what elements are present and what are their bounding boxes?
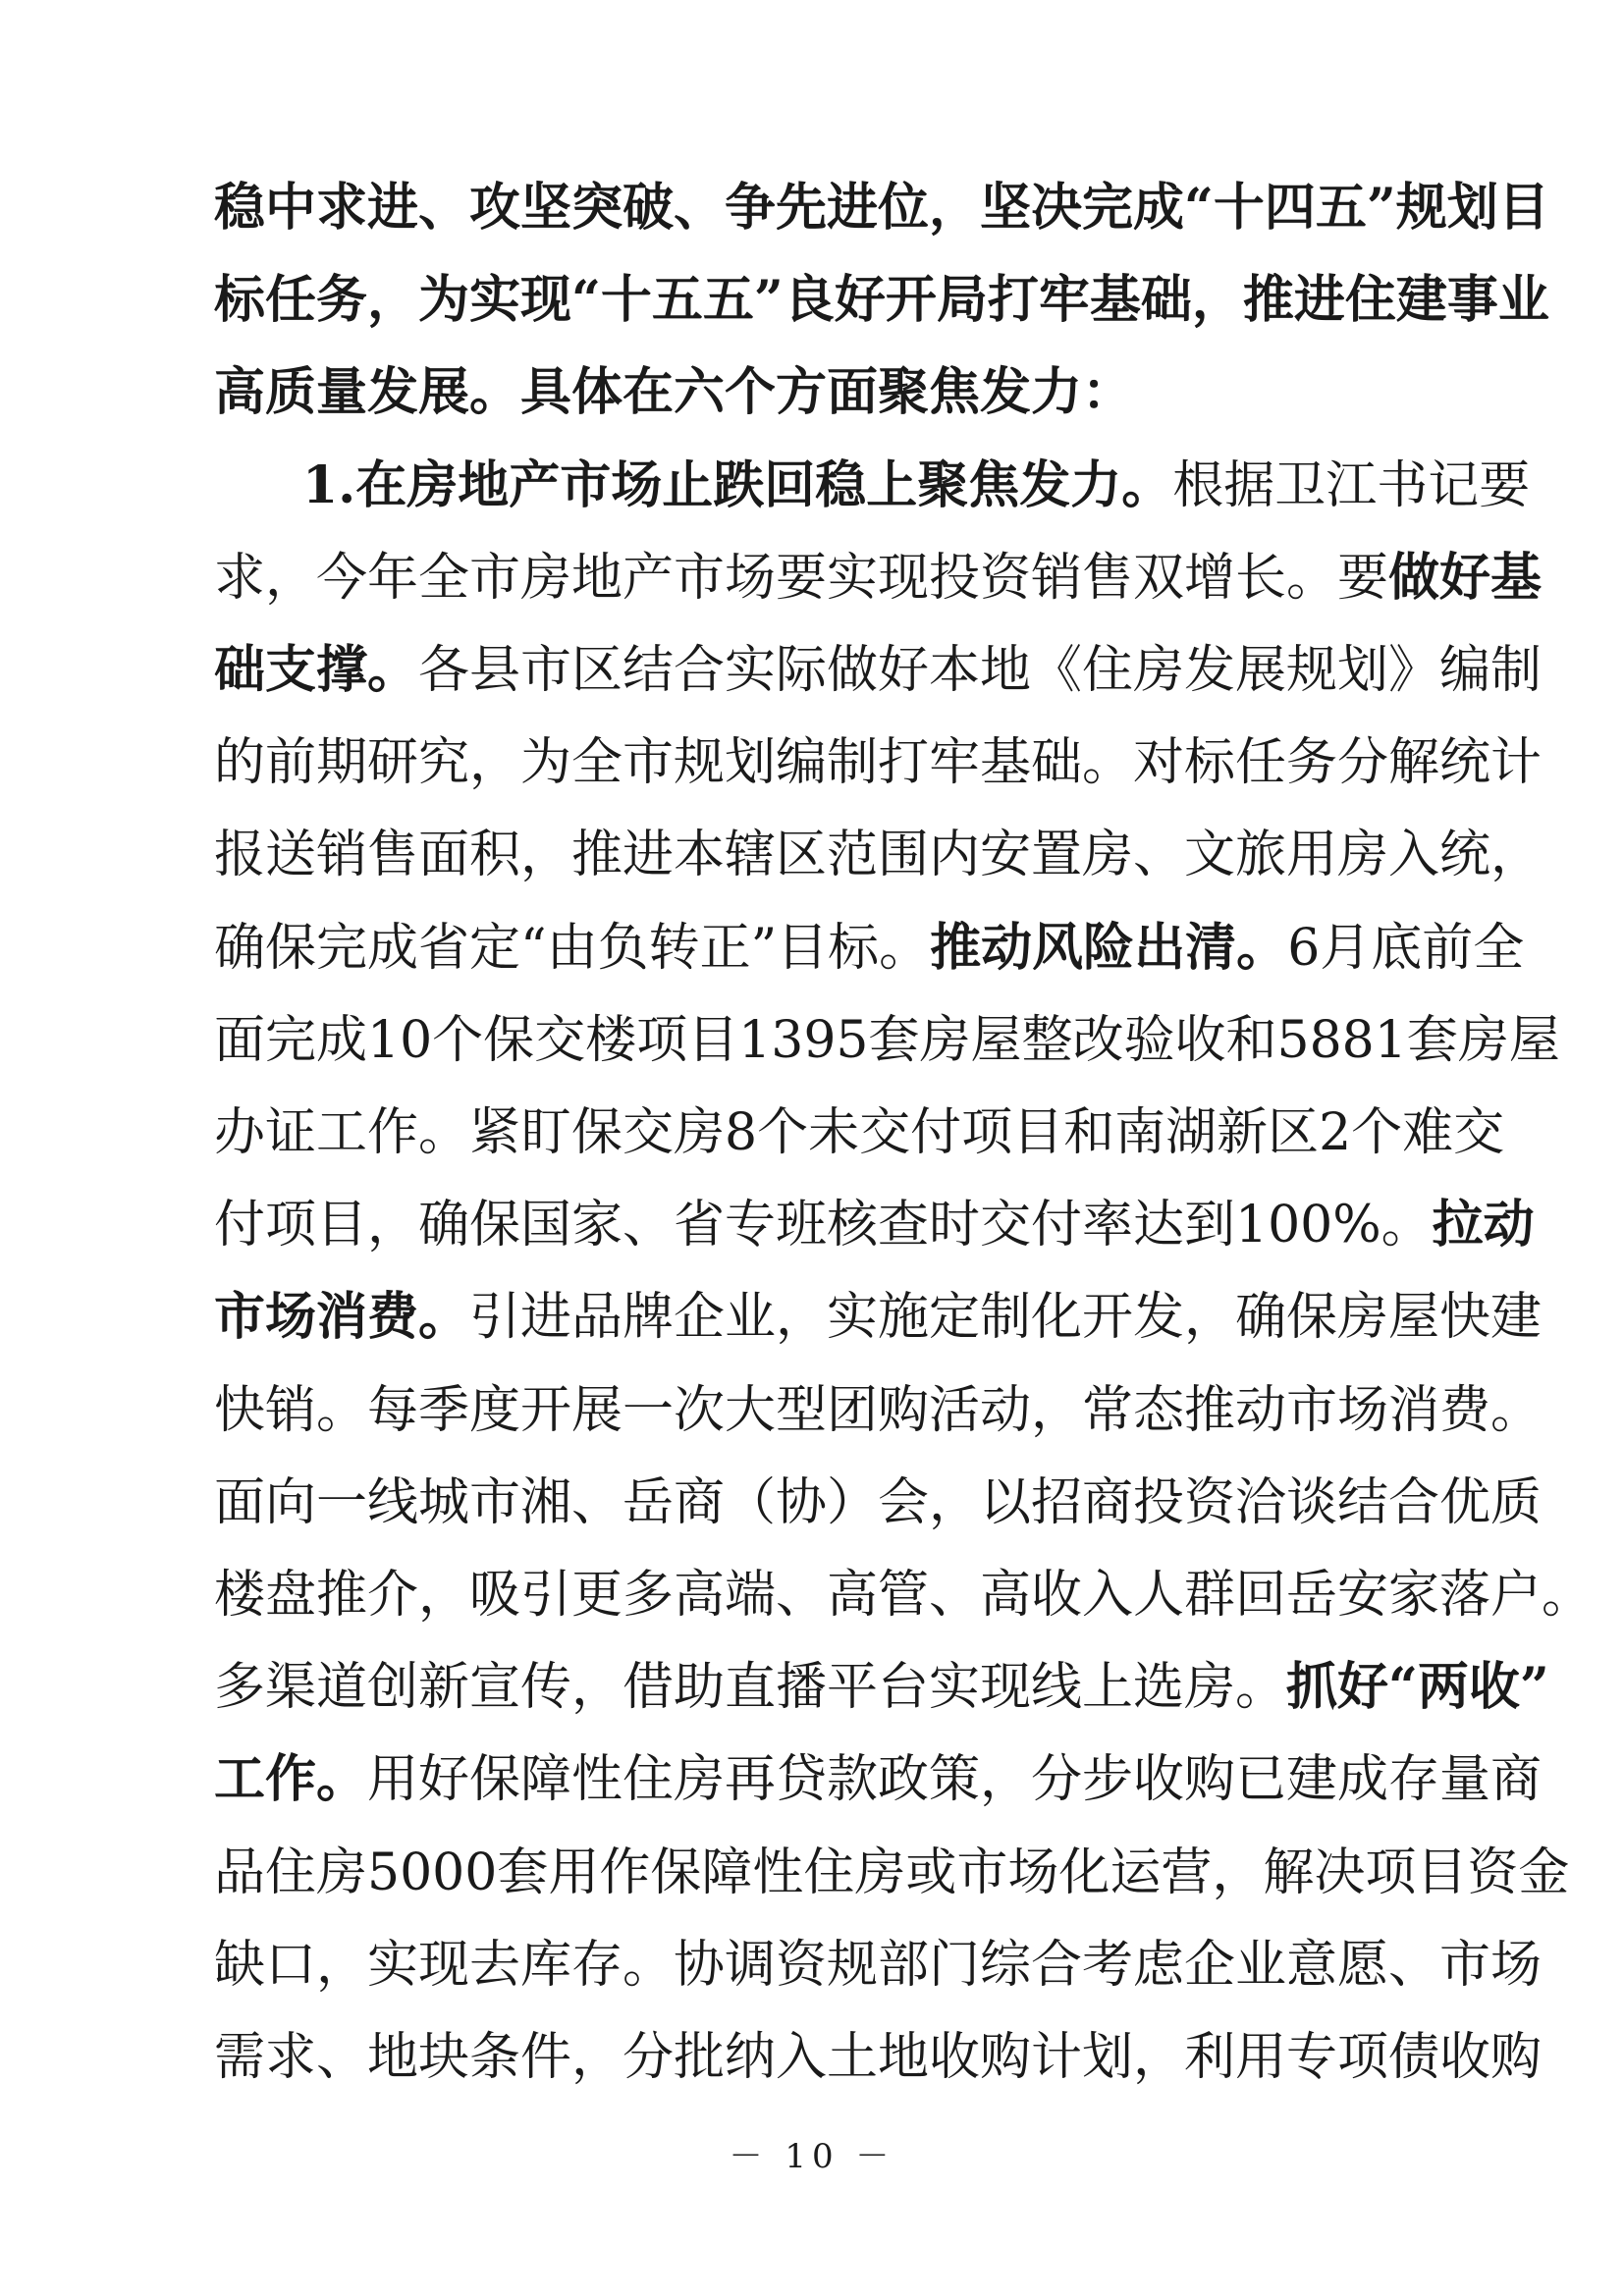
text-line <box>214 169 1549 247</box>
body-text: 6月底前全 <box>1287 918 1525 978</box>
bold-text: 础支撑。 <box>214 640 419 700</box>
body-text: 缺口，实现去库存。协调资规部门综合考虑企业意愿、市场 <box>214 1935 1543 1995</box>
text-line <box>214 261 1549 340</box>
bold-text: 1.在房地产市场止跌回稳上聚焦发力。 <box>302 454 1173 515</box>
text-line <box>302 447 1531 525</box>
text-line <box>214 1001 1560 1080</box>
body-text: 楼盘推介，吸引更多高端、高管、高收入人群回岳安家落户。 <box>214 1566 1594 1625</box>
body-text: 报送销售面积，推进本辖区范围内安置房、文旅用房入统， <box>214 826 1543 885</box>
body-text: 品住房5000套用作保障性住房或市场化运营，解决项目资金 <box>214 1842 1570 1902</box>
text-line <box>214 1278 1543 1357</box>
bold-text: 市场消费。 <box>214 1287 470 1348</box>
body-text: 面完成10个保交楼项目1395套房屋整改验收和5881套房屋 <box>214 1010 1560 1070</box>
body-text: 用好保障性住房再贷款政策，分步收购已建成存量商 <box>367 1750 1543 1810</box>
body-text: 各县市区结合实际做好本地《住房发展规划》编制 <box>418 641 1543 700</box>
body-text: 快销。每季度开展一次大型团购活动，常态推动市场消费。 <box>214 1380 1543 1440</box>
text-line <box>214 353 1133 432</box>
page-number: － 10 － <box>729 2137 895 2176</box>
text-line <box>214 2018 1543 2097</box>
text-line <box>214 631 1543 710</box>
body-text: 的前期研究，为全市规划编制打牢基础。对标任务分解统计 <box>214 733 1543 793</box>
bold-text: 高质量发展。具体在六个方面聚焦发力： <box>214 362 1134 423</box>
body-text: 多渠道创新宣传，借助直播平台实现线上选房。 <box>214 1658 1287 1718</box>
body-text: 办证工作。紧盯保交房8个未交付项目和南湖新区2个难交 <box>214 1103 1505 1162</box>
body-text: 根据卫江书记要 <box>1172 455 1531 515</box>
text-line <box>214 1186 1535 1264</box>
text-line <box>214 1464 1543 1542</box>
body-text: 确保完成省定“由负转正”目标。 <box>214 918 931 978</box>
text-line <box>214 1371 1543 1450</box>
text-line <box>214 1094 1505 1172</box>
text-line <box>214 539 1543 617</box>
body-text: 需求、地块条件，分批纳入土地收购计划，利用专项债收购 <box>214 2028 1543 2087</box>
body-text: 面向一线城市湘、岳商（协）会，以招商投资洽谈结合优质 <box>214 1472 1543 1532</box>
text-line <box>214 1648 1549 1727</box>
body-text: 求，今年全市房地产市场要实现投资销售双增长。要 <box>214 548 1389 608</box>
text-line <box>214 1926 1543 2004</box>
bold-text: 抓好“两收” <box>1286 1657 1549 1718</box>
text-line <box>214 1740 1543 1819</box>
body-text: 引进品牌企业，实施定制化开发，确保房屋快建 <box>469 1288 1543 1348</box>
bold-text: 推动风险出清。 <box>930 917 1288 978</box>
text-line <box>214 909 1525 988</box>
bold-text: 工作。 <box>214 1749 368 1810</box>
text-line <box>214 816 1543 894</box>
text-line <box>214 1834 1570 1912</box>
text-line <box>214 1556 1594 1634</box>
text-line <box>214 723 1543 802</box>
bold-text: 做好基 <box>1388 547 1543 608</box>
body-text: 付项目，确保国家、省专班核查时交付率达到100%。 <box>214 1196 1433 1255</box>
bold-text: 标任务，为实现“十五五”良好开局打牢基础，推进住建事业 <box>214 270 1549 331</box>
bold-text: 拉动 <box>1432 1195 1535 1255</box>
bold-text: 稳中求进、攻坚突破、争先进位，坚决完成“十四五”规划目 <box>214 178 1549 238</box>
